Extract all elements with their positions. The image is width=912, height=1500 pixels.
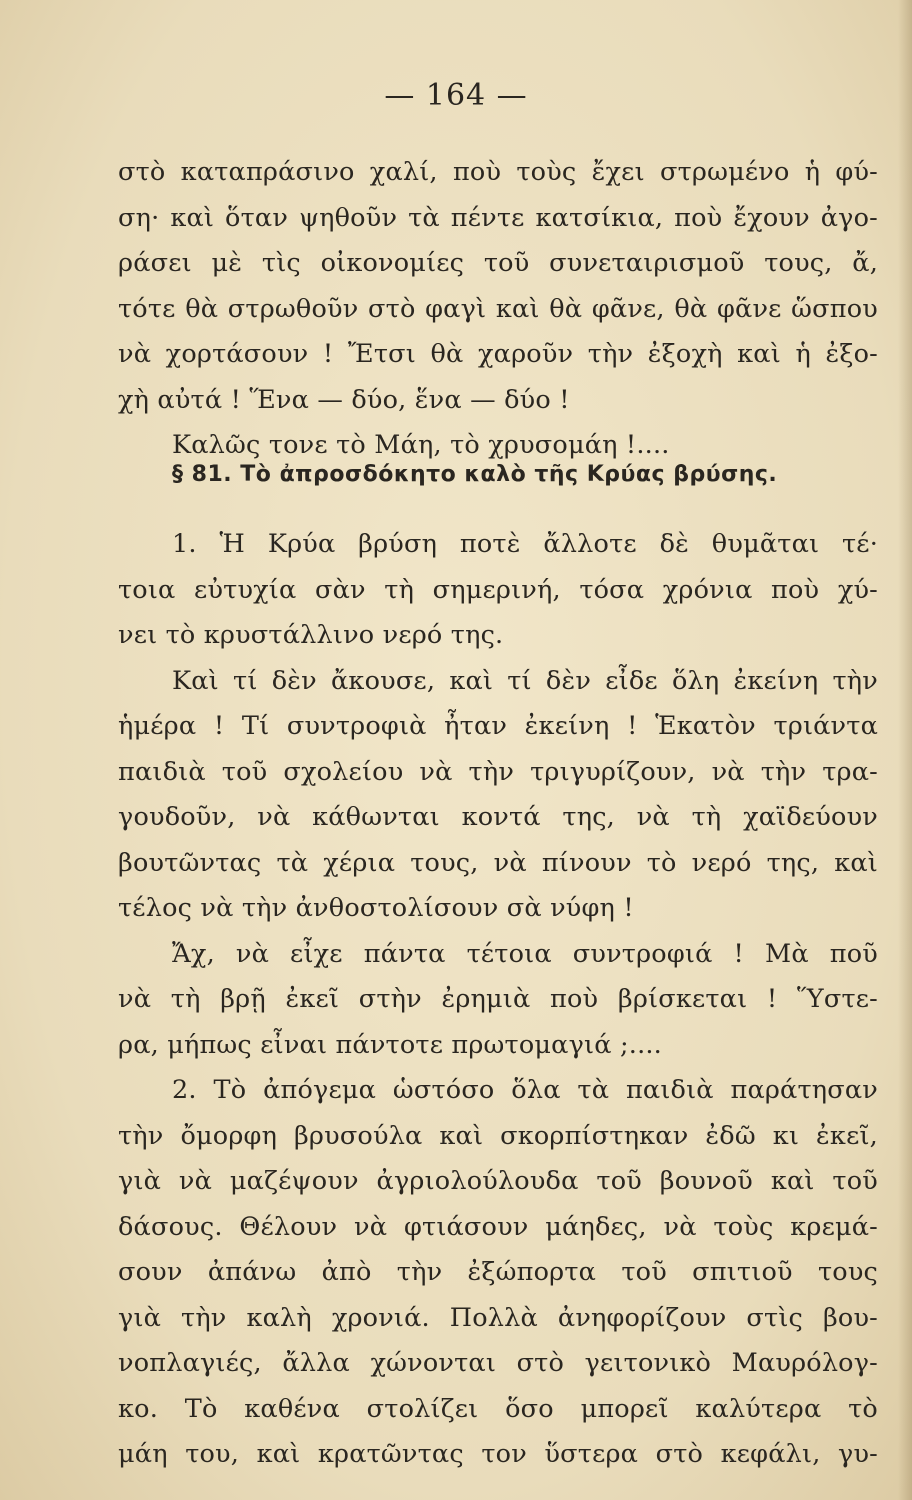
text-line: Ἄχ, νὰ εἶχε πάντα τέτοια συντροφιά ! Μὰ ποῦ <box>172 938 878 969</box>
text-line: τότε θὰ στρωθοῦν στὸ φαγὶ καὶ θὰ φᾶνε, θὰ φᾶνε ὥσπου <box>118 293 878 324</box>
text-line: σουν ἀπάνω ἀπὸ τὴν ἐξώπορτα τοῦ σπιτιοῦ τους <box>118 1257 878 1287</box>
text-line: τέλος νὰ τὴν ἀνθοστολίσουν σὰ νύφη ! <box>118 893 634 923</box>
text-line: τὴν ὄμορφη βρυσούλα καὶ σκορπίστηκαν ἐδῶ κι ἐκεῖ, <box>118 1120 878 1151</box>
text-line: ρα, μήπως εἶναι πάντοτε πρωτομαγιά ;.... <box>118 1029 662 1060</box>
text-line: ση· καὶ ὅταν ψηθοῦν τὰ πέντε κατσίκια, ποὺ ἔχουν ἀγο- <box>118 202 878 233</box>
text-line: νὰ χορτάσουν ! Ἔτσι θὰ χαροῦν τὴν ἐξοχὴ καὶ ἡ ἐξο- <box>118 339 878 369</box>
page-edge-shadow <box>898 0 912 1500</box>
text-line: νει τὸ κρυστάλλινο νερό της. <box>118 620 504 650</box>
text-line: Καὶ τί δὲν ἄκουσε, καὶ τί δὲν εἶδε ὅλη ἐκείνη τὴν <box>172 665 878 696</box>
text-line: βουτῶντας τὰ χέρια τους, νὰ πίνουν τὸ νερό της, καὶ <box>118 847 878 878</box>
text-line: παιδιὰ τοῦ σχολείου νὰ τὴν τριγυρίζουν, νὰ τὴν τρα- <box>118 756 878 787</box>
text-line: γουδοῦν, νὰ κάθωνται κοντά της, νὰ τὴ χαϊδεύουν <box>118 802 878 832</box>
text-line: γιὰ τὴν καλὴ χρονιά. Πολλὰ ἀνηφορίζουν στὶς βου- <box>118 1302 878 1333</box>
text-line: νὰ τὴ βρῇ ἐκεῖ στὴν ἐρημιὰ ποὺ βρίσκεται ! Ὕστε- <box>118 984 878 1014</box>
text-line: νοπλαγιές, ἄλλα χώνονται στὸ γειτονικὸ Μαυρόλογ- <box>118 1348 878 1378</box>
page-number: — 164 — <box>384 78 528 113</box>
text-line: 1. Ἡ Κρύα βρύση ποτὲ ἄλλοτε δὲ θυμᾶται τέ· <box>172 529 878 559</box>
section-body <box>118 522 878 1478</box>
text-line: Καλῶς τονε τὸ Μάη, τὸ χρυσομάη !.... <box>172 430 670 460</box>
text-line: τοια εὐτυχία σὰν τὴ σημερινή, τόσα χρόνια ποὺ χύ- <box>118 574 878 605</box>
text-line: χὴ αὐτά ! Ἕνα — δύο, ἕνα — δύο ! <box>118 384 570 415</box>
section-heading: § 81. Τὸ ἀπροσδόκητο καλὸ τῆς Κρύας βρύσης. <box>172 462 778 487</box>
text-line: κο. Τὸ καθένα στολίζει ὅσο μπορεῖ καλύτερα τὸ <box>118 1393 878 1424</box>
text-line: ἡμέρα ! Τί συντροφιὰ ἦταν ἐκείνη ! Ἑκατὸν τριάντα <box>118 711 878 741</box>
paragraph-top <box>118 150 878 469</box>
text-line: γιὰ νὰ μαζέψουν ἀγριολούλουδα τοῦ βουνοῦ καὶ τοῦ <box>118 1166 878 1196</box>
text-line: 2. Τὸ ἀπόγεμα ὡστόσο ὅλα τὰ παιδιὰ παράτησαν <box>172 1075 878 1105</box>
text-line: στὸ καταπράσινο χαλί, ποὺ τοὺς ἔχει στρωμένο ἡ φύ- <box>118 157 878 187</box>
text-line: μάη του, καὶ κρατῶντας τον ὕστερα στὸ κεφάλι, γυ- <box>118 1439 878 1469</box>
text-line: ράσει μὲ τὶς οἰκονομίες τοῦ συνεταιρισμοῦ τους, ἄ, <box>118 248 878 278</box>
text-line: δάσους. Θέλουν νὰ φτιάσουν μάηδες, νὰ τοὺς κρεμά- <box>118 1211 878 1242</box>
